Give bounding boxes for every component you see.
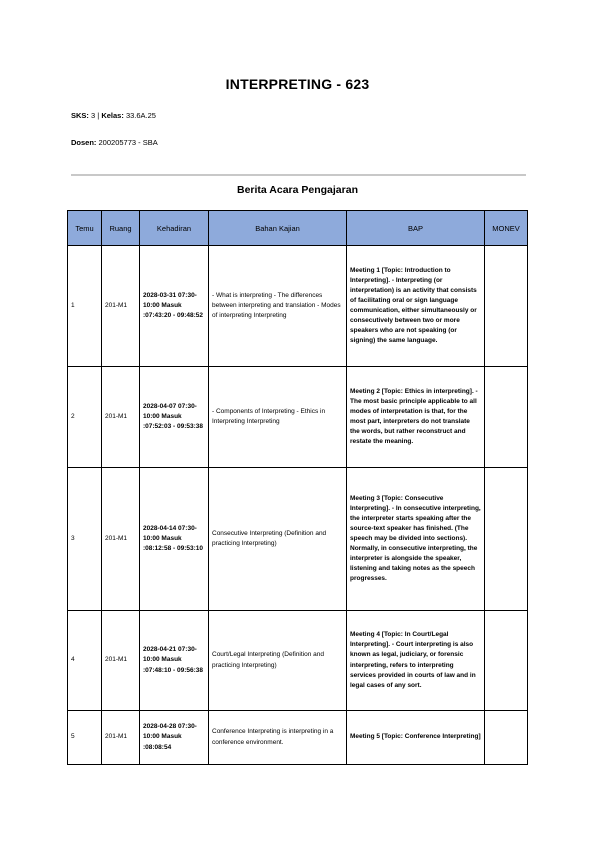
cell-bap: Meeting 5 [Topic: Conference Interpreting] xyxy=(347,711,485,765)
cell-temu: 4 xyxy=(68,611,102,711)
cell-kehadiran: 2028-04-21 07:30-10:00 Masuk :07:48:10 - 09:56:38 xyxy=(140,611,209,711)
lecturer-info xyxy=(71,138,158,147)
teaching-record-table xyxy=(67,210,528,765)
table-row xyxy=(68,611,528,711)
cell-monev xyxy=(485,468,528,611)
sks-label: SKS: xyxy=(71,111,89,120)
cell-bahan-kajian: - Components of Interpreting - Ethics in Interpreting Interpreting xyxy=(209,367,347,468)
column-header-bap: BAP xyxy=(347,211,485,246)
cell-bap: Meeting 2 [Topic: Ethics in interpreting]. - The most basic principle applicable to all modes of interpretation is that, for the most part, interpreters do not translate the words, but rather reconstruct and restate the meaning. xyxy=(347,367,485,468)
dosen-label: Dosen: xyxy=(71,138,97,147)
table-row xyxy=(68,468,528,611)
cell-monev xyxy=(485,611,528,711)
cell-temu: 5 xyxy=(68,711,102,765)
cell-ruang: 201-M1 xyxy=(102,611,140,711)
column-header-ruang: Ruang xyxy=(102,211,140,246)
table-row xyxy=(68,367,528,468)
cell-bahan-kajian: Consecutive Interpreting (Definition and practicing Interpreting) xyxy=(209,468,347,611)
cell-bahan-kajian: Court/Legal Interpreting (Definition and practicing Interpreting) xyxy=(209,611,347,711)
cell-kehadiran: 2028-04-07 07:30-10:00 Masuk :07:52:03 - 09:53:38 xyxy=(140,367,209,468)
divider xyxy=(71,174,526,176)
cell-monev xyxy=(485,367,528,468)
column-header-bahan-kajian: Bahan Kajian xyxy=(209,211,347,246)
separator: | xyxy=(97,111,100,120)
cell-kehadiran: 2028-03-31 07:30-10:00 Masuk :07:43:20 - 09:48:52 xyxy=(140,246,209,367)
cell-kehadiran: 2028-04-28 07:30-10:00 Masuk :08:08:54 xyxy=(140,711,209,765)
table-row xyxy=(68,711,528,765)
cell-ruang: 201-M1 xyxy=(102,468,140,611)
cell-ruang: 201-M1 xyxy=(102,246,140,367)
column-header-kehadiran: Kehadiran xyxy=(140,211,209,246)
cell-temu: 3 xyxy=(68,468,102,611)
section-title: Berita Acara Pengajaran xyxy=(236,184,358,196)
cell-monev xyxy=(485,246,528,367)
table-row xyxy=(68,246,528,367)
dosen-value: 200205773 - SBA xyxy=(98,138,158,147)
cell-temu: 2 xyxy=(68,367,102,468)
cell-bahan-kajian: Conference Interpreting is interpreting in a conference environment. xyxy=(209,711,347,765)
cell-bap: Meeting 1 [Topic: Introduction to Interpreting]. - Interpreting (or interpretation) is an activity that consists of facilitating oral or sign language communication, either simultaneously or consecutively between two or more speakers who are not speaking (or signing) the same language. xyxy=(347,246,485,367)
cell-kehadiran: 2028-04-14 07:30-10:00 Masuk :08:12:58 - 09:53:10 xyxy=(140,468,209,611)
cell-ruang: 201-M1 xyxy=(102,367,140,468)
column-header-temu: Temu xyxy=(68,211,102,246)
kelas-label: Kelas: xyxy=(101,111,124,120)
cell-ruang: 201-M1 xyxy=(102,711,140,765)
cell-temu: 1 xyxy=(68,246,102,367)
column-header-monev: MONEV xyxy=(485,211,528,246)
kelas-value: 33.6A.25 xyxy=(125,111,156,120)
sks-value: 3 xyxy=(91,111,96,120)
cell-bahan-kajian: - What is interpreting - The differences between interpreting and translation - Modes of interpreting Interpreting xyxy=(209,246,347,367)
cell-bap: Meeting 4 [Topic: In Court/Legal Interpreting]. - Court interpreting is also known as legal, judiciary, or forensic interpreting, refers to interpreting services provided in courts of law and in legal cases of any sort. xyxy=(347,611,485,711)
table-header-row xyxy=(68,211,528,246)
cell-bap: Meeting 3 [Topic: Consecutive Interpreting]. - In consecutive interpreting, the interpreter starts speaking after the source-text speaker has finished. (The speech may be divided into sections). Normally, in consecutive interpreting, the interpreter is alongside the speaker, listening and taking notes as the speech progresses. xyxy=(347,468,485,611)
course-info xyxy=(71,111,156,120)
page-title: INTERPRETING - 623 xyxy=(225,76,370,92)
cell-monev xyxy=(485,711,528,765)
